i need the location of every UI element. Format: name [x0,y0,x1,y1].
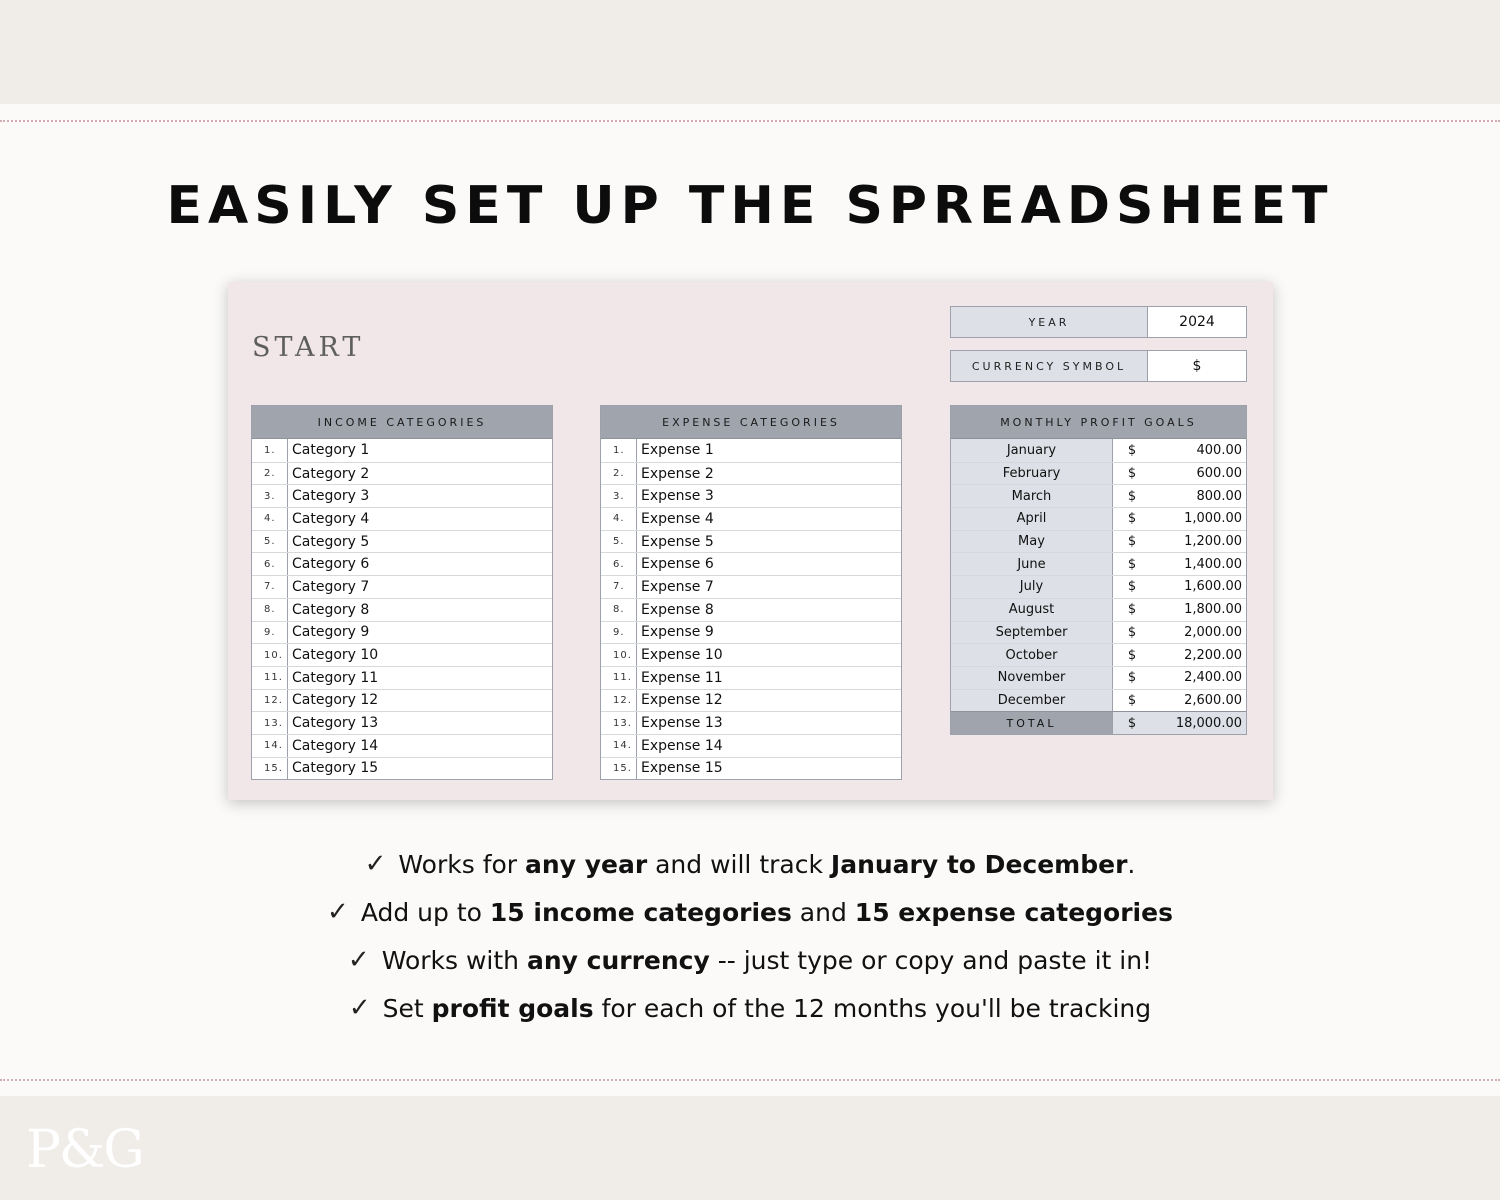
goal-row [951,575,1246,598]
expense-row [601,484,901,507]
income-rows [252,439,552,779]
income-row-number: 3. [252,485,288,507]
headline: EASILY SET UP THE SPREADSHEET [166,176,1334,236]
goal-currency: $ [1127,624,1137,640]
income-row-name[interactable]: Category 15 [292,760,379,777]
goal-currency: $ [1127,442,1137,458]
total-amount: 18,000.00 [1145,712,1246,734]
expense-row-name[interactable]: Expense 7 [641,578,714,595]
expense-row-number: 6. [601,553,637,575]
expense-row-name[interactable]: Expense 10 [641,647,723,664]
goal-row [951,621,1246,644]
expense-row [601,462,901,485]
goal-currency: $ [1127,488,1137,504]
goal-amount[interactable]: 800.00 [1196,488,1242,504]
feature-text: -- just type or copy and paste it in! [709,945,1153,975]
goal-month: March [951,485,1113,507]
income-row-name[interactable]: Category 6 [292,556,370,573]
goal-rows [951,439,1246,711]
income-row-name[interactable]: Category 9 [292,624,370,641]
income-row-number: 4. [252,508,288,530]
expense-row-name[interactable]: Expense 2 [641,465,714,482]
goal-month: May [951,531,1113,553]
checkmark-icon: ✓ [347,945,370,975]
feature-text: and will track [647,849,831,879]
goal-amount[interactable]: 2,200.00 [1184,647,1242,663]
goal-amount[interactable]: 1,000.00 [1184,511,1242,527]
goal-row [951,643,1246,666]
expense-row [601,734,901,757]
goal-row [951,462,1246,485]
income-row-number: 15. [252,758,288,780]
top-band [0,0,1500,104]
expense-row-number: 1. [601,439,637,462]
expense-row [601,621,901,644]
total-row [951,711,1246,734]
goal-currency: $ [1127,511,1137,527]
income-row-name[interactable]: Category 11 [292,669,379,686]
goal-month: February [951,463,1113,485]
year-label: YEAR [951,307,1148,337]
expense-row-number: 12. [601,690,637,712]
goal-amount[interactable]: 2,000.00 [1184,624,1242,640]
income-row-number: 2. [252,463,288,485]
goal-row [951,598,1246,621]
expense-row-name[interactable]: Expense 4 [641,510,714,527]
feature-emphasis: 15 expense categories [854,897,1173,927]
expense-row-number: 3. [601,485,637,507]
expense-row-name[interactable]: Expense 12 [641,692,723,709]
income-row [252,621,552,644]
expense-row-name[interactable]: Expense 13 [641,715,723,732]
expense-row-number: 5. [601,531,637,553]
goal-currency: $ [1127,556,1137,572]
goal-row [951,530,1246,553]
income-row-name[interactable]: Category 13 [292,715,379,732]
income-row-number: 9. [252,622,288,644]
income-row-number: 11. [252,667,288,689]
feature-text: Works with [381,945,527,975]
income-row [252,507,552,530]
expense-row-number: 14. [601,735,637,757]
feature-emphasis: any year [525,849,648,879]
feature-list [0,840,1500,1032]
goal-row [951,689,1246,712]
income-row-name[interactable]: Category 3 [292,488,370,505]
spreadsheet-preview [228,282,1273,800]
income-row-number: 7. [252,576,288,598]
feature-emphasis: any currency [526,945,710,975]
checkmark-icon: ✓ [327,897,349,927]
expense-row-name[interactable]: Expense 3 [641,488,714,505]
income-row-name[interactable]: Category 5 [292,533,370,550]
checkmark-icon: ✓ [348,993,371,1023]
goal-currency: $ [1127,670,1137,686]
income-row-number: 10. [252,644,288,666]
income-row-number: 6. [252,553,288,575]
expense-row-name[interactable]: Expense 11 [641,669,723,686]
income-row [252,552,552,575]
goal-row [951,507,1246,530]
income-row [252,689,552,712]
goal-currency: $ [1127,534,1137,550]
goal-month: June [951,553,1113,575]
expense-row-number: 15. [601,758,637,780]
expense-row-number: 2. [601,463,637,485]
goal-currency: $ [1127,602,1137,618]
expense-row-number: 13. [601,712,637,734]
goal-currency: $ [1127,647,1137,663]
income-table [251,405,553,780]
expense-row-name[interactable]: Expense 6 [641,556,714,573]
income-row-name[interactable]: Category 4 [292,510,370,527]
expense-row [601,552,901,575]
income-row [252,734,552,757]
goal-month: November [951,667,1113,689]
goal-month: January [951,439,1113,462]
goal-row [951,552,1246,575]
goal-amount[interactable]: 1,400.00 [1184,556,1242,572]
checkmark-icon: ✓ [364,849,387,879]
income-row-number: 12. [252,690,288,712]
income-row [252,643,552,666]
expense-row [601,439,901,462]
feature-text: Works for [398,849,526,879]
expense-row-name[interactable]: Expense 14 [641,737,723,754]
income-row [252,666,552,689]
expense-rows [601,439,901,779]
feature-text: for each of the 12 months you'll be tracking [593,993,1152,1023]
feature-text: Set [382,993,432,1023]
feature-emphasis: 15 income categories [489,897,792,927]
expense-row [601,689,901,712]
expense-row-number: 7. [601,576,637,598]
income-row-name[interactable]: Category 1 [292,442,370,459]
total-currency: $ [1113,712,1145,734]
sheet-title: START [252,332,365,363]
expense-row [601,643,901,666]
expense-row-name[interactable]: Expense 15 [641,760,723,777]
expense-row [601,530,901,553]
goal-amount[interactable]: 1,200.00 [1184,534,1242,550]
feature-item [0,936,1500,984]
feature-item [0,888,1500,936]
expense-table-header: EXPENSE CATEGORIES [601,406,901,439]
goal-month: July [951,576,1113,598]
income-row [252,439,552,462]
goal-amount[interactable]: 600.00 [1196,466,1242,482]
expense-row-number: 4. [601,508,637,530]
goal-row [951,439,1246,462]
expense-row-number: 9. [601,622,637,644]
goal-amount[interactable]: 400.00 [1196,442,1242,458]
expense-row [601,598,901,621]
feature-item [0,984,1500,1032]
currency-input[interactable]: $ [1148,351,1246,381]
goal-month: October [951,644,1113,666]
income-row [252,757,552,780]
brand-logo: P&G [26,1120,143,1180]
goal-row [951,666,1246,689]
year-field [950,306,1247,338]
expense-row-name[interactable]: Expense 5 [641,533,714,550]
profit-goals-header: MONTHLY PROFIT GOALS [951,406,1246,439]
goal-currency: $ [1127,692,1137,708]
feature-text: . [1127,849,1136,879]
income-row-number: 5. [252,531,288,553]
income-row-number: 14. [252,735,288,757]
goal-month: December [951,690,1113,712]
expense-row [601,711,901,734]
income-row-name[interactable]: Category 10 [292,647,379,664]
bottom-band [0,1096,1500,1200]
income-row [252,598,552,621]
feature-text: and [791,897,855,927]
expense-row [601,666,901,689]
income-row [252,484,552,507]
feature-emphasis: January to December [830,849,1128,879]
goal-currency: $ [1127,466,1137,482]
income-table-header: INCOME CATEGORIES [252,406,552,439]
goal-month: August [951,599,1113,621]
bottom-divider [0,1079,1500,1081]
expense-row-number: 11. [601,667,637,689]
goal-amount[interactable]: 2,400.00 [1184,670,1242,686]
expense-row-name[interactable]: Expense 9 [641,624,714,641]
goal-currency: $ [1127,579,1137,595]
expense-row [601,757,901,780]
income-row-name[interactable]: Category 7 [292,578,370,595]
income-row-name[interactable]: Category 12 [292,692,379,709]
income-row [252,462,552,485]
currency-field [950,350,1247,382]
income-row-name[interactable]: Category 8 [292,601,370,618]
income-row-number: 13. [252,712,288,734]
expense-row-number: 10. [601,644,637,666]
goal-row [951,484,1246,507]
expense-table [600,405,902,780]
expense-row-name[interactable]: Expense 1 [641,442,714,459]
income-row-name[interactable]: Category 14 [292,737,379,754]
profit-goals-table [950,405,1247,735]
feature-item [0,840,1500,888]
goal-month: April [951,508,1113,530]
income-row-name[interactable]: Category 2 [292,465,370,482]
feature-text: Add up to [360,897,490,927]
income-row-number: 8. [252,599,288,621]
income-row [252,575,552,598]
expense-row-name[interactable]: Expense 8 [641,601,714,618]
expense-row [601,507,901,530]
income-row-number: 1. [252,439,288,462]
currency-label: CURRENCY SYMBOL [951,351,1148,381]
total-label: TOTAL [951,712,1113,734]
goal-amount[interactable]: 2,600.00 [1184,692,1242,708]
year-input[interactable]: 2024 [1148,307,1246,337]
goal-amount[interactable]: 1,800.00 [1184,602,1242,618]
top-divider [0,120,1500,122]
income-row [252,711,552,734]
income-row [252,530,552,553]
goal-amount[interactable]: 1,600.00 [1184,579,1242,595]
expense-row [601,575,901,598]
goal-month: September [951,622,1113,644]
expense-row-number: 8. [601,599,637,621]
feature-emphasis: profit goals [431,993,594,1023]
